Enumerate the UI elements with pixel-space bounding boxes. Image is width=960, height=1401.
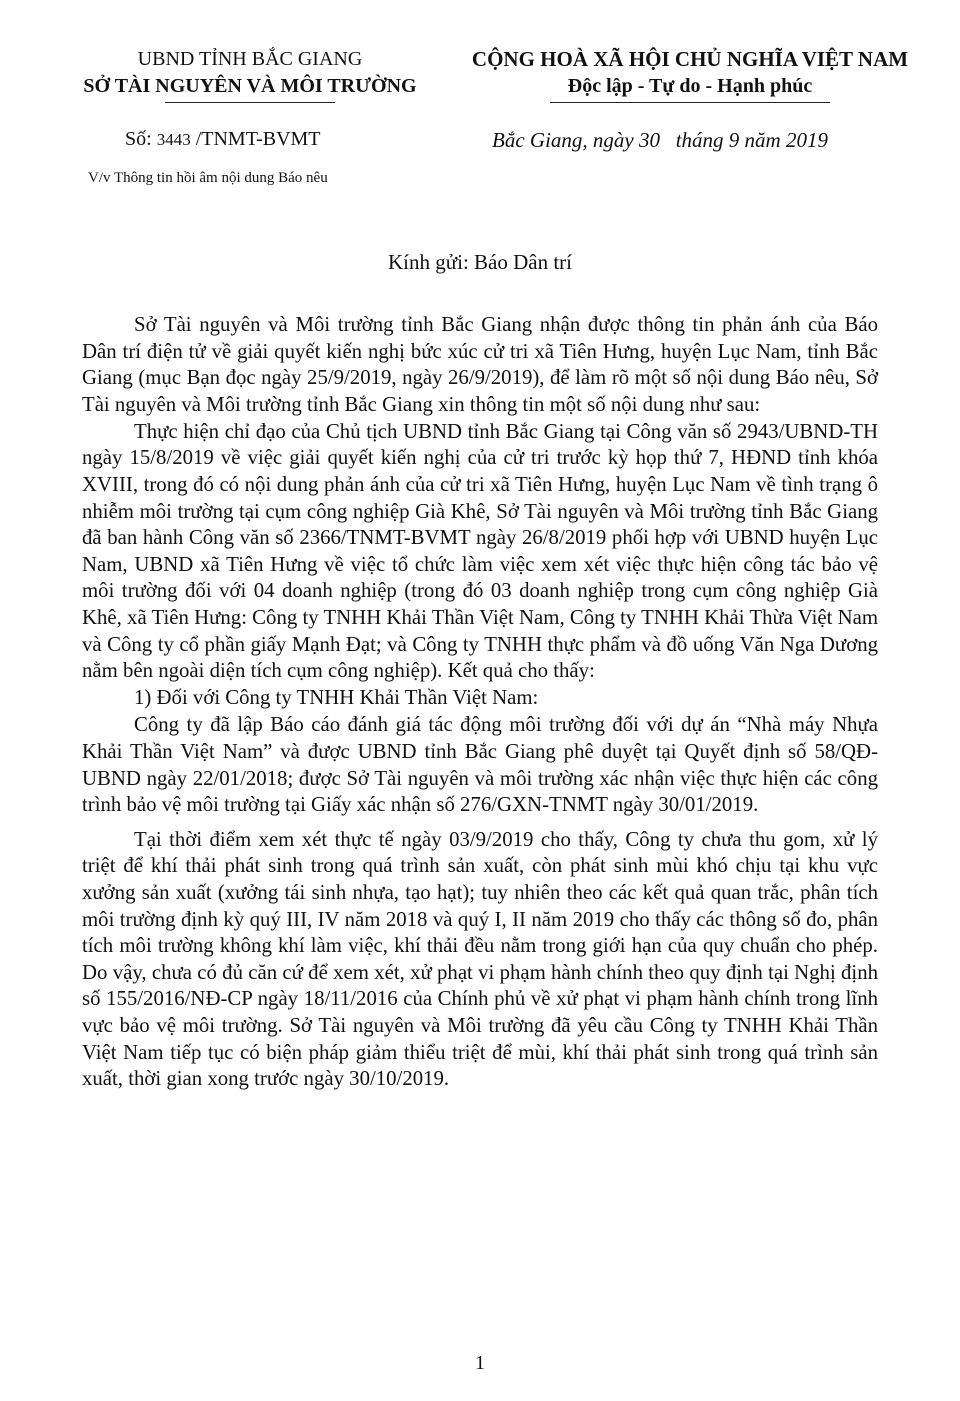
paragraph: Thực hiện chỉ đạo của Chủ tịch UBND tỉnh Bắc Giang tại Công văn số 2943/UBND-TH ngày 15/8/2019 về việc giải quyết kiến nghị của cử tri trước kỳ họp thứ 7, HĐND tỉnh khóa XVIII, trong đó có nội dung phản ánh của cử tri xã Tiên Hưng, huyện Lục Nam về tình trạng ô nhiễm môi trường tại cụm công nghiệp Già Khê, Sở Tài nguyên và Môi trường tỉnh Bắc Giang đã ban hành Công văn số 2366/TNMT-BVMT ngày 26/8/2019 phối hợp với UBND huyện Lục Nam, UBND xã Tiên Hưng về việc tổ chức làm việc xem xét việc thực hiện công tác bảo vệ môi trường đối với 04 doanh nghiệp (trong đó 03 doanh nghiệp trong cụm công nghiệp Già Khê, xã Tiên Hưng: Công ty TNHH Khải Thần Việt Nam, Công ty TNHH Khải Thừa Việt Nam và Công ty cổ phần giấy Mạnh Đạt; và Công ty TNHH thực phẩm và đồ uống Văn Nga Dương nằm bên ngoài diện tích cụm công nghiệp). Kết quả cho thấy:: [82, 419, 878, 683]
number-suffix: /TNMT-BVMT: [190, 128, 321, 150]
paragraph: Sở Tài nguyên và Môi trường tỉnh Bắc Giang nhận được thông tin phản ánh của Báo Dân trí điện tử về giải quyết kiến nghị bức xúc cử tri xã Tiên Hưng, huyện Lục Nam, tỉnh Bắc Giang (mục Bạn đọc ngày 25/9/2019, ngày 26/9/2019), để làm rõ một số nội dung Báo nêu, Sở Tài nguyên và Môi trường tỉnh Bắc Giang xin thông tin một số nội dung như sau:: [82, 313, 878, 416]
agency-name: SỞ TÀI NGUYÊN VÀ MÔI TRƯỜNG: [83, 75, 417, 97]
document-subject: V/v Thông tin hồi âm nội dung Báo nêu: [88, 170, 328, 186]
paragraph: Tại thời điểm xem xét thực tế ngày 03/9/2019 cho thấy, Công ty chưa thu gom, xử lý triệt để khí thải phát sinh trong quá trình sản xuất, còn phát sinh mùi khó chịu tại khu vực xưởng sản xuất (xưởng tái sinh nhựa, tạo hạt); tuy nhiên theo các kết quả quan trắc, phân tích môi trường định kỳ quý III, IV năm 2018 và quý I, II năm 2019 cho thấy các thông số đo, phân tích môi trường không khí làm việc, khí thải đều nằm trong giới hạn của quy chuẩn cho phép. Do vậy, chưa có đủ căn cứ để xem xét, xử phạt vi phạm hành chính theo quy định tại Nghị định số 155/2016/NĐ-CP ngày 18/11/2016 của Chính phủ về xử phạt vi phạm hành chính trong lĩnh vực bảo vệ môi trường. Sở Tài nguyên và Môi trường đã yêu cầu Công ty TNHH Khải Thần Việt Nam tiếp tục có biện pháp giảm thiểu triệt để mùi, khí thải phát sinh trong quá trình sản xuất, thời gian xong trước ngày 30/10/2019.: [82, 827, 878, 1091]
country-name: CỘNG HOÀ XÃ HỘI CHỦ NGHĨA VIỆT NAM: [471, 47, 909, 71]
motto-underline: [550, 102, 830, 103]
agency-parent: UBND TỈNH BẮC GIANG: [137, 48, 363, 70]
document-number: [125, 128, 321, 151]
paragraph: Công ty đã lập Báo cáo đánh giá tác động môi trường đối với dự án “Nhà máy Nhựa Khải Thần Việt Nam” và được UBND tỉnh Bắc Giang phê duyệt tại Quyết định số 58/QĐ-UBND ngày 22/01/2018; được Sở Tài nguyên và môi trường xác nhận việc thực hiện các công trình bảo vệ môi trường tại Giấy xác nhận số 276/GXN-TNMT ngày 30/01/2019.: [82, 713, 878, 817]
number-value: 3443: [156, 130, 191, 149]
page-number: 1: [475, 1352, 485, 1374]
number-prefix: Số:: [125, 128, 157, 150]
agency-header: [45, 46, 455, 103]
agency-underline: [165, 102, 335, 103]
section-heading: 1) Đối với Công ty TNHH Khải Thần Việt Nam:: [134, 686, 539, 710]
motto: Độc lập - Tự do - Hạnh phúc: [567, 75, 813, 97]
salutation: Kính gửi: Báo Dân trí: [387, 250, 573, 274]
document-body: [82, 312, 878, 1093]
national-header: [445, 46, 935, 103]
date-place: Bắc Giang, ngày 30 tháng 9 năm 2019: [492, 128, 828, 152]
